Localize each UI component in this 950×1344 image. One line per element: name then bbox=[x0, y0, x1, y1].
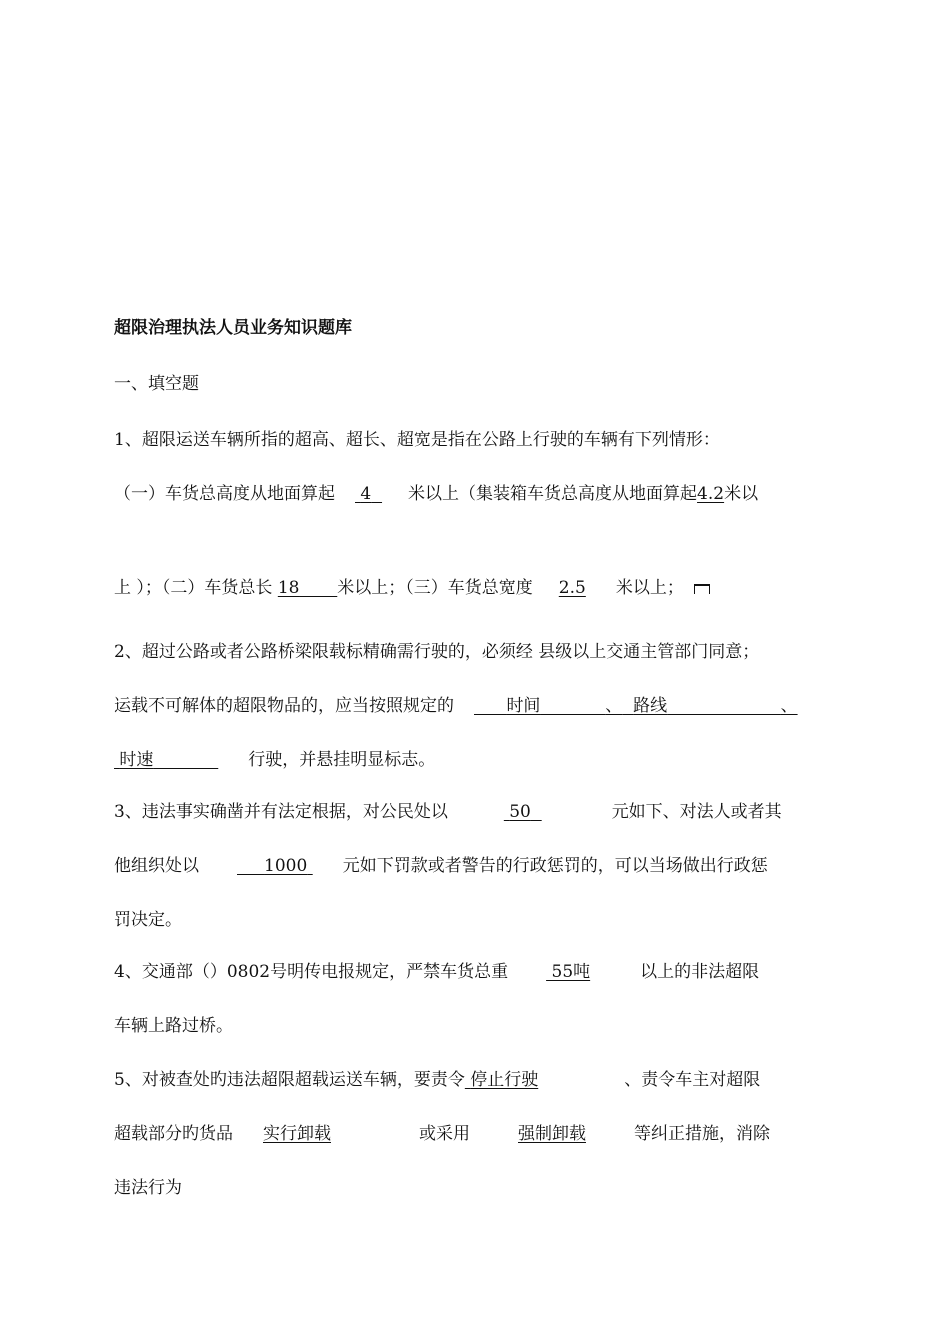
section-heading: 一、填空题 bbox=[114, 374, 199, 394]
question-4-line-2: 车辆上路过桥。 bbox=[114, 1016, 233, 1036]
q1-text-d: 上 ）；（二）车货总长 bbox=[114, 578, 273, 598]
q3-text-c: 他组织处以 bbox=[114, 856, 199, 876]
question-1-line-1 bbox=[114, 482, 758, 506]
q5-text-c: 超载部分旳货品 bbox=[114, 1124, 233, 1144]
q1-answer-height: 4 bbox=[360, 484, 372, 504]
q1-text-b: 米以上（集装箱车货总高度从地面算起 bbox=[408, 484, 698, 504]
question-4-line-1 bbox=[114, 960, 759, 984]
question-1-intro: 1、超限运送车辆所指的超高、超长、超宽是指在公路上行驶的车辆有下列情形： bbox=[114, 430, 720, 450]
q1-answer-container-height: 4.2 bbox=[697, 484, 725, 504]
q4-text-b: 以上的非法超限 bbox=[640, 962, 760, 982]
q3-text-b: 元如下、对法人或者其 bbox=[611, 802, 782, 822]
question-1-line-2 bbox=[114, 576, 710, 600]
q1-answer-width: 2.5 bbox=[558, 578, 586, 598]
q4-answer-weight: 55吨 bbox=[551, 962, 591, 982]
q3-text-d: 元如下罚款或者警告的行政惩罚的，可以当场做出行政惩 bbox=[342, 856, 768, 876]
q3-text-a: 3、违法事实确凿并有法定根据，对公民处以 bbox=[114, 802, 448, 822]
question-2-line-1: 2、超过公路或者公路桥梁限载标精确需行驶的，必须经 县级以上交通主管部门同意； bbox=[114, 642, 760, 662]
q1-text-e: 米以上；（三）车货总宽度 bbox=[337, 578, 533, 598]
q1-text-f: 米以上； bbox=[615, 578, 684, 598]
q2-answer-speed: 时速 bbox=[119, 750, 154, 770]
q4-text-a: 4、交通部（）0802号明传电报规定，严禁车货总重 bbox=[114, 962, 509, 982]
q3-answer-citizen-fine: 50 bbox=[509, 802, 531, 822]
question-5-line-3: 违法行为 bbox=[114, 1178, 182, 1198]
q5-text-b: 、责令车主对超限 bbox=[624, 1070, 761, 1090]
question-5-line-1 bbox=[114, 1068, 760, 1092]
q5-text-a: 5、对被查处旳违法超限超载运送车辆，要责令 bbox=[114, 1070, 465, 1090]
question-2-line-3 bbox=[114, 748, 435, 772]
bracket-mark-icon bbox=[694, 584, 710, 594]
q5-text-e: 等纠正措施，消除 bbox=[634, 1124, 770, 1144]
question-3-line-3: 罚决定。 bbox=[114, 910, 182, 930]
q2-text-a: 运载不可解体的超限物品的，应当按照规定的 bbox=[114, 696, 454, 716]
question-3-line-2 bbox=[114, 854, 768, 878]
q5-answer-forced-unload: 强制卸载 bbox=[518, 1124, 586, 1144]
q2-text-b: 行驶，并悬挂明显标志。 bbox=[248, 750, 436, 770]
document-title: 超限治理执法人员业务知识题库 bbox=[114, 318, 352, 338]
q5-answer-unload: 实行卸载 bbox=[263, 1124, 331, 1144]
q5-answer-stop: 停止行驶 bbox=[470, 1070, 539, 1090]
q3-answer-org-fine: 1000 bbox=[264, 856, 308, 876]
q1-text-a: （一）车货总高度从地面算起 bbox=[114, 484, 335, 504]
q2-answer-time-route: 时间 、 路线 、 bbox=[506, 696, 798, 716]
q1-text-c: 米以 bbox=[724, 484, 759, 504]
q1-answer-length: 18 bbox=[277, 578, 300, 598]
question-5-line-2 bbox=[114, 1122, 770, 1146]
q5-text-d: 或采用 bbox=[419, 1124, 470, 1144]
question-2-line-2 bbox=[114, 694, 798, 718]
question-3-line-1 bbox=[114, 800, 782, 824]
